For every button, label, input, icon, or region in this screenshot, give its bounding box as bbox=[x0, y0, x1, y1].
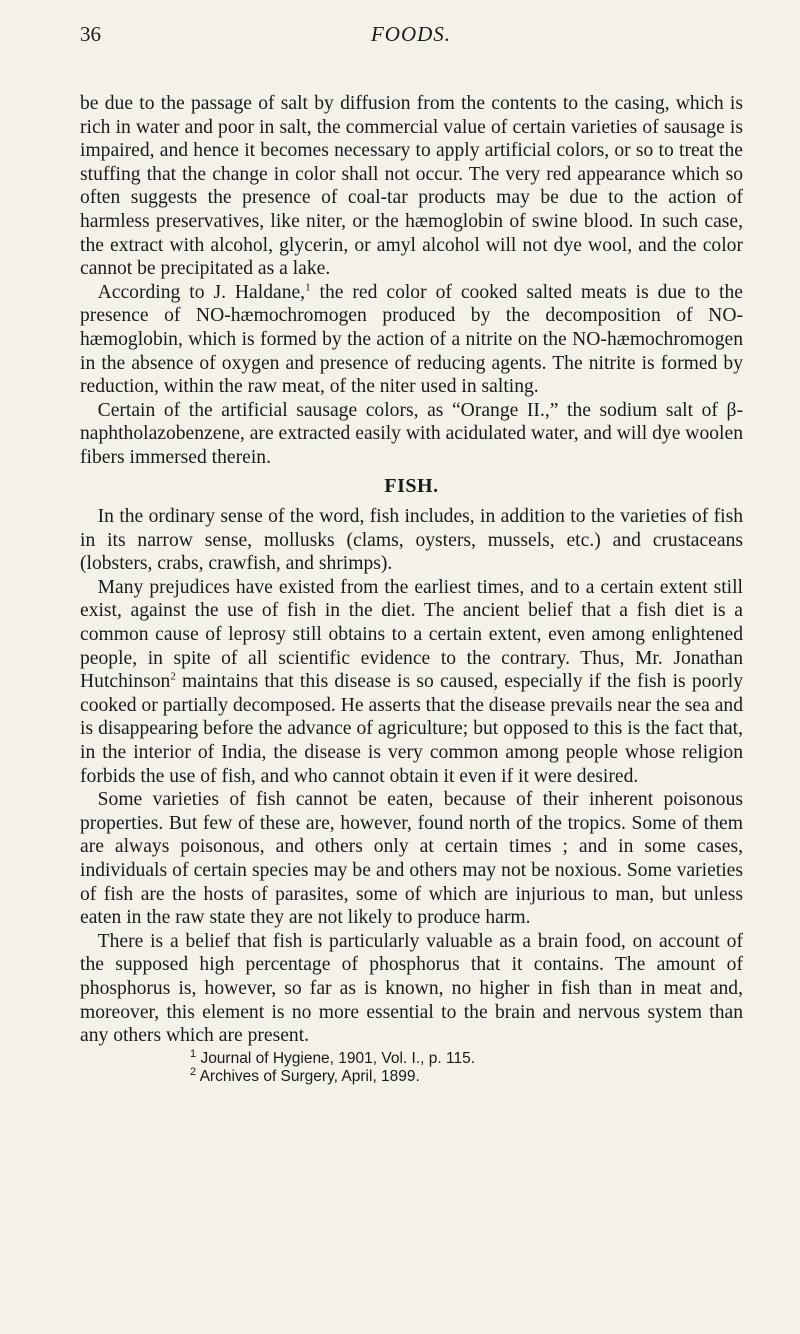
paragraph-text: According to J. Haldane, bbox=[97, 281, 306, 303]
running-title: FOODS. bbox=[370, 22, 452, 46]
paragraph-brain-food: There is a belief that fish is particularly valuable as a brain food, on account of the supposed high percentage of phosphorus that it contains. The amount of phosphorus is, however, so far as is known, no higher in fish than in meat and, moreover, this element is no more essential to the brain and nervous system than any others which are present. bbox=[80, 930, 743, 1047]
footnote-text: Journal of Hygiene, 1901, Vol. I., p. 115. bbox=[200, 1049, 476, 1067]
paragraph-prejudices bbox=[80, 576, 743, 788]
page-body bbox=[80, 92, 743, 1086]
footnote-ref: 1 bbox=[305, 281, 311, 294]
footnotes bbox=[190, 1047, 743, 1086]
page-header bbox=[80, 22, 742, 52]
paragraph-text: Many prejudices have existed from the earliest times, and to a certain extent still exist, against the use of fish in the diet. The ancient belief that a fish diet is a common cause of leprosy still obtains to a certain extent, even among enlightened people, in spite of all scientific evidence to the contrary. Thus, Mr. Jonathan Hutchinson bbox=[80, 576, 743, 693]
paragraph-orange-ii: Certain of the artificial sausage colors, as “Orange II.,” the sodium salt of β-naphtholazobenzene, are extracted easily with acidulated water, and will dye woolen fibers immersed therein. bbox=[80, 399, 743, 468]
paragraph-text: maintains that this disease is so caused, especially if the fish is poorly cooked or partially decomposed. He asserts that the disease prevails near the sea and is disappearing before the advance of agriculture; but opposed to this is the fact that, in the interior of India, the disease is very common among people whose religion forbids the use of fish, and who cannot obtain it even if it were desired. bbox=[80, 671, 743, 787]
footnote-mark: 1 bbox=[190, 1047, 197, 1060]
footnote bbox=[190, 1065, 743, 1086]
paragraph-haldane bbox=[80, 281, 743, 399]
paragraph-sausage-color: be due to the passage of salt by diffusion from the contents to the casing, which is rich in water and poor in salt, the commercial value of certain varieties of sausage is impaired, and hence it becomes necessary to apply artificial colors, or so to treat the stuffing that the change in color shall not occur. The very red appearance which so often suggests the presence of coal-tar products may be due to the action of harmless preservatives, like niter, or the hæmoglobin of swine blood. In such case, the extract with alcohol, glycerin, or amyl alcohol will not dye wool, and the color cannot be precipitated as a lake. bbox=[80, 93, 743, 280]
footnote-ref: 2 bbox=[170, 670, 176, 683]
paragraph-text: the red color of cooked salted meats is due to the presence of NO-hæmochromogen produced by the decomposition of NO-hæmoglobin, which is formed by the action of a nitrite on the NO-hæmochromogen in the absence of oxygen and presence of reducing agents. The nitrite is formed by reduction, within the raw meat, of the niter used in salting. bbox=[80, 281, 743, 398]
footnote-text: Archives of Surgery, April, 1899. bbox=[199, 1067, 420, 1085]
page-number: 36 bbox=[80, 22, 101, 46]
section-heading-fish: FISH. bbox=[384, 474, 439, 497]
footnote bbox=[190, 1047, 743, 1068]
paragraph-poisonous-fish: Some varieties of fish cannot be eaten, because of their inherent poisonous properties. But few of these are, however, found north of the tropics. Some of them are always poisonous, and others only at certain times ; and in some cases, individuals of certain species may be and others may not be noxious. Some varieties of fish are the hosts of parasites, some of which are injurious to man, but unless eaten in the raw state they are not likely to produce harm. bbox=[80, 789, 743, 929]
footnote-mark: 2 bbox=[190, 1065, 197, 1078]
paragraph-fish-definition: In the ordinary sense of the word, fish includes, in addition to the varieties of fish in its narrow sense, mollusks (clams, oysters, mussels, etc.) and crustaceans (lobsters, crabs, crawfish, and shrimps). bbox=[80, 506, 743, 575]
